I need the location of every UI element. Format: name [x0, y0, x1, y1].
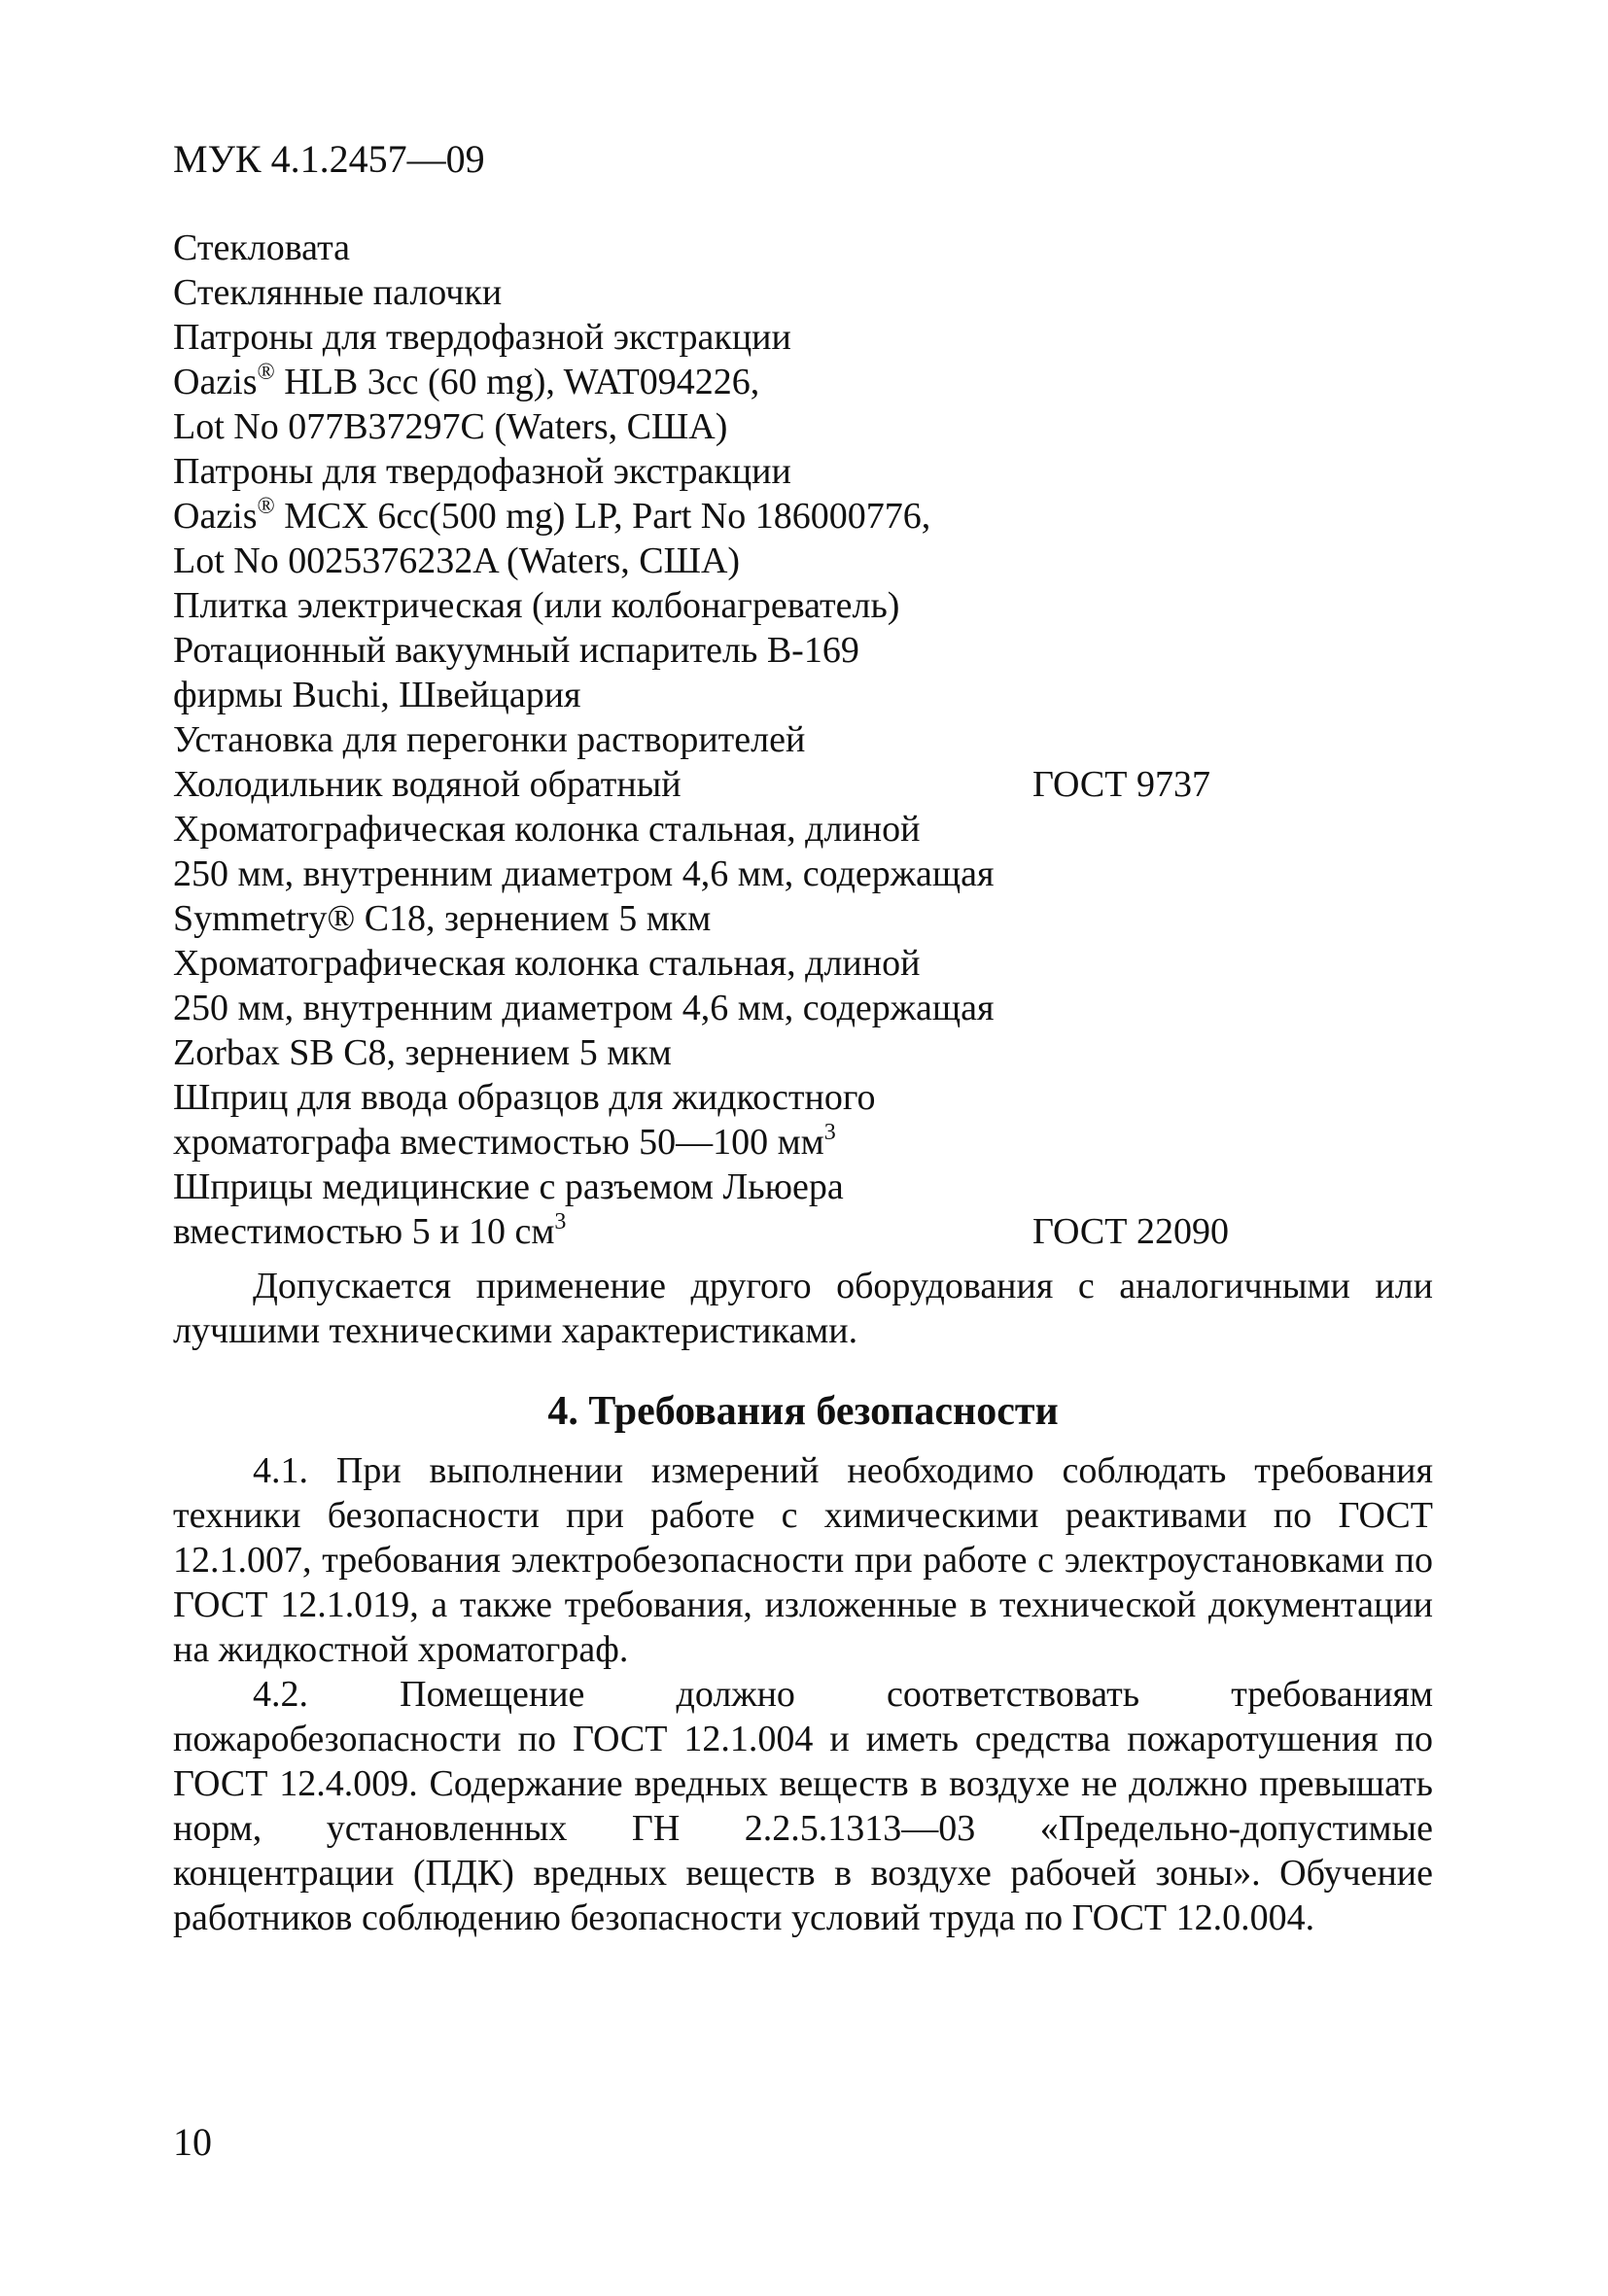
equipment-item-text-part: Oazis: [173, 496, 258, 537]
equipment-row: [173, 1165, 1437, 1209]
equipment-item-text-part: хроматографа вместимостью 50—100 мм: [173, 1122, 824, 1163]
section-paragraph: 4.2. Помещение должно соответствовать требованиям пожаробезопасности по ГОСТ 12.1.004 и иметь средства пожаротушения по ГОСТ 12.4.009. Содержание вредных веществ в воздухе не должно превышать норм, установленных ГН 2.2.5.1313—03 «Предельно-допустимые концентрации (ПДК) вредных веществ в воздухе рабочей зоны». Обучение работников соблюдению безопасности условий труда по ГОСТ 12.0.004.: [173, 1674, 1433, 1938]
equipment-item-text: Холодильник водяной обратный: [173, 764, 682, 805]
equipment-item-text: [173, 496, 930, 537]
equipment-row: [173, 896, 1437, 941]
equipment-item-text: Ротационный вакуумный испаритель В-169: [173, 630, 859, 671]
equipment-row: [173, 941, 1437, 986]
equipment-item-text: Lot No 077B37297C (Waters, США): [173, 406, 728, 447]
equipment-row: [173, 270, 1437, 315]
superscript-mark: ®: [257, 494, 275, 519]
equipment-item-text: Хроматографическая колонка стальная, длиной: [173, 943, 921, 984]
superscript-mark: ®: [257, 360, 275, 385]
equipment-row: [173, 807, 1437, 852]
section-body: [173, 1448, 1433, 1940]
equipment-list: [173, 226, 1437, 1254]
equipment-item-text-part: Oazis: [173, 362, 258, 402]
equipment-item-text: Патроны для твердофазной экстракции: [173, 451, 791, 492]
equipment-standard-ref: ГОСТ 9737: [1032, 764, 1210, 805]
equipment-row: [173, 1075, 1437, 1120]
equipment-row: [173, 717, 1437, 762]
equipment-item-text: Патроны для твердофазной экстракции: [173, 317, 791, 358]
equipment-row: [173, 986, 1437, 1030]
page-number: 10: [173, 2120, 212, 2164]
equipment-row: [173, 1030, 1437, 1075]
note-paragraph: Допускается применение другого оборудования с аналогичными или лучшими техническими характеристиками.: [173, 1266, 1433, 1351]
equipment-row: [173, 852, 1437, 896]
equipment-row: [173, 1209, 1437, 1254]
equipment-item-text: [173, 1211, 566, 1252]
equipment-item-text: Плитка электрическая (или колбонагреватель): [173, 585, 900, 626]
superscript-mark: 3: [823, 1120, 836, 1145]
document-code: МУК 4.1.2457—09: [173, 137, 485, 181]
equipment-item-text: Lot No 0025376232A (Waters, США): [173, 540, 741, 581]
superscript-mark: 3: [554, 1209, 567, 1235]
equipment-item-text: Zorbax SB С8, зернением 5 мкм: [173, 1032, 672, 1073]
equipment-note: [173, 1264, 1433, 1353]
equipment-row: [173, 315, 1437, 360]
section-paragraph: 4.1. При выполнении измерений необходимо соблюдать требования техники безопасности при работе с химическими реактивами по ГОСТ 12.1.007, требования электробезопасности при работе с электроустановками по ГОСТ 12.1.019, а также требования, изложенные в технической документации на жидкостной хроматограф.: [173, 1450, 1433, 1670]
equipment-item-text: 250 мм, внутренним диаметром 4,6 мм, содержащая: [173, 853, 995, 894]
equipment-item-text: [173, 1122, 836, 1163]
equipment-standard-ref: ГОСТ 22090: [1032, 1211, 1229, 1252]
equipment-row: [173, 539, 1437, 583]
equipment-item-text: фирмы Buchi, Швейцария: [173, 675, 581, 715]
equipment-item-text: Шприцы медицинские с разъемом Льюера: [173, 1166, 844, 1207]
equipment-item-text: Стеклянные палочки: [173, 272, 503, 313]
equipment-row: [173, 628, 1437, 673]
equipment-item-text-part: MCX 6cc(500 mg) LP, Part No 186000776,: [274, 496, 931, 537]
section-title: 4. Требования безопасности: [547, 1389, 1059, 1434]
equipment-row: [173, 449, 1437, 494]
equipment-row: [173, 494, 1437, 539]
equipment-item-text-part: вместимостью 5 и 10 см: [173, 1211, 555, 1252]
equipment-item-text: Стекловата: [173, 227, 351, 268]
equipment-row: [173, 583, 1437, 628]
equipment-item-text: Шприц для ввода образцов для жидкостного: [173, 1077, 876, 1118]
equipment-row: [173, 1120, 1437, 1165]
equipment-row: [173, 673, 1437, 717]
equipment-item-text-part: HLB 3cc (60 mg), WAT094226,: [274, 362, 760, 402]
equipment-item-text: Хроматографическая колонка стальная, длиной: [173, 809, 921, 850]
equipment-row: [173, 762, 1437, 807]
equipment-item-text: Symmetry® С18, зернением 5 мкм: [173, 898, 712, 939]
equipment-item-text: [173, 362, 759, 402]
equipment-row: [173, 360, 1437, 404]
equipment-row: [173, 226, 1437, 270]
equipment-row: [173, 404, 1437, 449]
equipment-item-text: Установка для перегонки растворителей: [173, 719, 806, 760]
equipment-item-text: 250 мм, внутренним диаметром 4,6 мм, содержащая: [173, 988, 995, 1028]
